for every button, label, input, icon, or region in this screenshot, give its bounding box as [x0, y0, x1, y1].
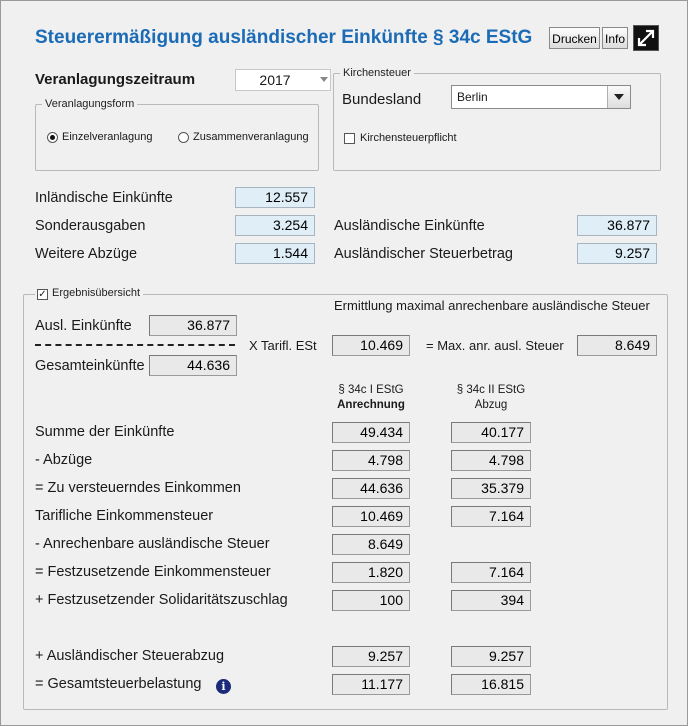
- row-value-anrechnung: 8.649: [332, 534, 410, 555]
- info-icon[interactable]: i: [216, 679, 231, 694]
- row-label: = Gesamtsteuerbelastung: [35, 676, 202, 692]
- row-label: Tarifliche Einkommensteuer: [35, 508, 214, 524]
- max-anr-label: = Max. anr. ausl. Steuer: [426, 338, 564, 353]
- chevron-down-icon: [320, 77, 328, 82]
- col-abzug-line1: § 34c II EStG: [456, 384, 526, 396]
- row-value-anrechnung: 4.798: [332, 450, 410, 471]
- einzelveranlagung-label: Einzelveranlagung: [62, 131, 153, 143]
- weitere-abzuege-label: Weitere Abzüge: [35, 246, 138, 262]
- veranlagungszeitraum-label: Veranlagungszeitraum: [35, 71, 196, 88]
- auslaendischer-steuerbetrag-label: Ausländischer Steuerbetrag: [334, 246, 513, 262]
- row-value-anrechnung: 44.636: [332, 478, 410, 499]
- fraction-divider: [35, 344, 235, 346]
- row-value-abzug: 35.379: [451, 478, 531, 499]
- ermittlung-title: Ermittlung maximal anrechenbare ausländische Steuer: [334, 298, 650, 313]
- row-value-abzug: 40.177: [451, 422, 531, 443]
- row-value-anrechnung: 10.469: [332, 506, 410, 527]
- row-label: = Zu versteuerndes Einkommen: [35, 480, 241, 496]
- row-value-abzug: 9.257: [451, 646, 531, 667]
- radio-zusammenveranlagung[interactable]: [178, 132, 189, 143]
- year-select[interactable]: [235, 69, 331, 91]
- bundesland-label: Bundesland: [342, 91, 422, 108]
- tarif-est-label: X Tarifl. ESt: [249, 338, 317, 353]
- row-value-anrechnung: 11.177: [332, 674, 410, 695]
- max-anr-value: 8.649: [577, 335, 657, 356]
- ausl-einkuenfte-label: Ausl. Einkünfte: [35, 318, 132, 334]
- bundesland-value: Berlin: [457, 90, 488, 104]
- page-title: Steuerermäßigung ausländischer Einkünfte § 34c EStG: [35, 27, 533, 48]
- kirchensteuerpflicht-checkbox[interactable]: [344, 133, 355, 144]
- auslaendischer-steuerbetrag-input[interactable]: 9.257: [577, 243, 657, 264]
- ausl-einkuenfte-value: 36.877: [149, 315, 237, 336]
- kirchensteuerpflicht-label: Kirchensteuerpflicht: [360, 132, 457, 144]
- sonderausgaben-label: Sonderausgaben: [35, 218, 146, 234]
- gesamteinkuenfte-value: 44.636: [149, 355, 237, 376]
- bundesland-select[interactable]: [451, 85, 631, 109]
- info-button[interactable]: Info: [602, 27, 628, 49]
- expand-button[interactable]: [633, 25, 659, 51]
- tarif-est-value: 10.469: [332, 335, 410, 356]
- row-value-abzug: 7.164: [451, 562, 531, 583]
- row-value-anrechnung: 49.434: [332, 422, 410, 443]
- sonderausgaben-input[interactable]: 3.254: [235, 215, 315, 236]
- row-label: + Ausländischer Steuerabzug: [35, 648, 225, 664]
- col-anrechnung-line2: Anrechnung: [337, 399, 405, 411]
- chevron-down-icon: [607, 86, 630, 108]
- row-value-abzug: 7.164: [451, 506, 531, 527]
- row-label: = Festzusetzende Einkommensteuer: [35, 564, 271, 580]
- radio-einzelveranlagung[interactable]: [47, 132, 58, 143]
- inlaendische-einkuenfte-label: Inländische Einkünfte: [35, 190, 173, 206]
- auslaendische-einkuenfte-label: Ausländische Einkünfte: [334, 218, 485, 234]
- print-button[interactable]: Drucken: [549, 27, 600, 49]
- weitere-abzuege-input[interactable]: 1.544: [235, 243, 315, 264]
- col-abzug-header: [443, 383, 539, 413]
- ergebnis-label: Ergebnisübersicht: [52, 287, 141, 299]
- veranlagungsform-legend: Veranlagungsform: [42, 98, 137, 110]
- year-value: 2017: [259, 72, 291, 88]
- row-value-anrechnung: 100: [332, 590, 410, 611]
- row-value-abzug: 16.815: [451, 674, 531, 695]
- row-value-abzug: 394: [451, 590, 531, 611]
- row-label: - Abzüge: [35, 452, 93, 468]
- col-anrechnung-header: [323, 383, 419, 413]
- inlaendische-einkuenfte-input[interactable]: 12.557: [235, 187, 315, 208]
- row-label: + Festzusetzender Solidaritätszuschlag: [35, 592, 288, 608]
- row-value-anrechnung: 1.820: [332, 562, 410, 583]
- row-value-anrechnung: 9.257: [332, 646, 410, 667]
- gesamteinkuenfte-label: Gesamteinkünfte: [35, 358, 145, 374]
- auslaendische-einkuenfte-input[interactable]: 36.877: [577, 215, 657, 236]
- col-abzug-line2: Abzug: [474, 399, 508, 411]
- ergebnis-legend: [35, 287, 143, 299]
- row-label: - Anrechenbare ausländische Steuer: [35, 536, 270, 552]
- col-anrechnung-line1: § 34c I EStG: [338, 384, 404, 396]
- kirchensteuer-legend: Kirchensteuer: [340, 67, 414, 79]
- row-value-abzug: 4.798: [451, 450, 531, 471]
- ergebnis-checkbox[interactable]: ✓: [38, 289, 47, 300]
- expand-icon: [634, 26, 658, 50]
- zusammenveranlagung-label: Zusammenveranlagung: [193, 131, 309, 143]
- row-label: Summe der Einkünfte: [35, 424, 175, 440]
